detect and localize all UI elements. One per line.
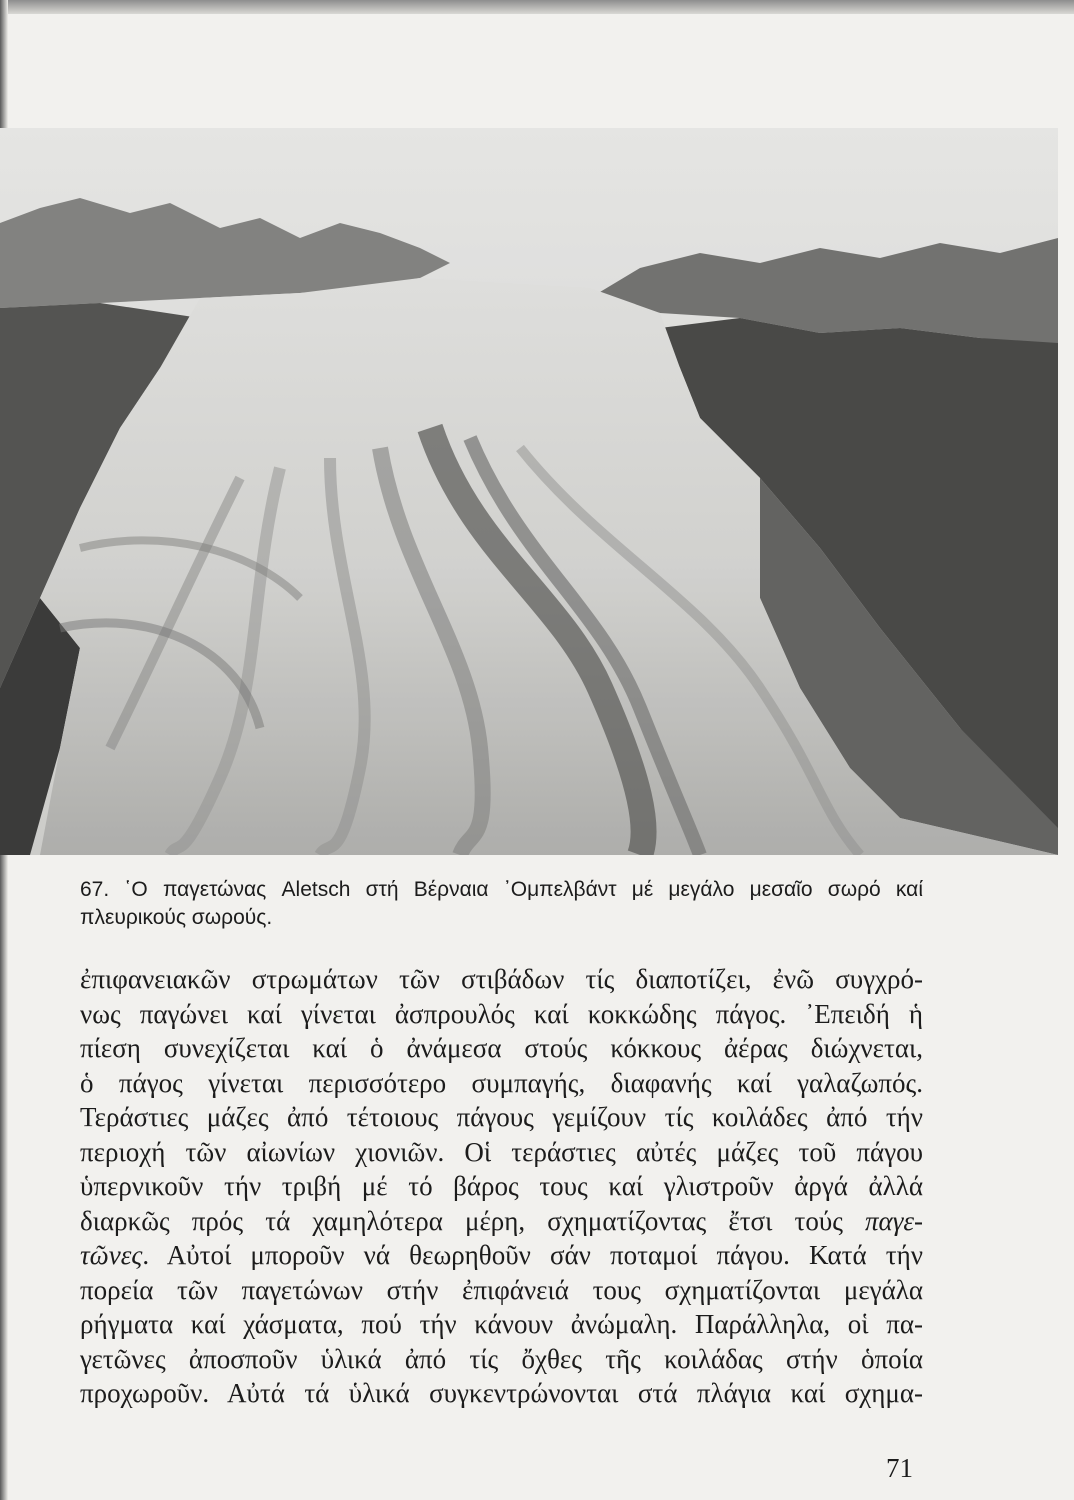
text-line: πορεία τῶν παγετώνων στήν ἐπιφάνειά τους σχηματίζονται μεγάλα [80, 1274, 923, 1305]
text-line: ὑπερνικοῦν τήν τριβή μέ τό βάρος τους καί γλιστροῦν ἀργά ἀλλά [80, 1171, 923, 1201]
text-line: περιοχή τῶν αἰωνίων χιονιῶν. Οἱ τεράστιες αὐτές μάζες τοῦ πάγου [80, 1136, 923, 1167]
text-line: ὁ πάγος γίνεται περισσότερο συμπαγής, διαφανής καί γαλαζωπός. [80, 1067, 923, 1098]
scan-top-edge [0, 0, 1074, 14]
text-line: τῶνες. Αὐτοί μποροῦν νά θεωρηθοῦν σάν ποταμοί πάγου. Κατά τήν [80, 1240, 923, 1270]
glacier-photo [0, 128, 1058, 855]
glacier-photo-icon [0, 128, 1058, 855]
text-line: πίεση συνεχίζεται καί ὁ ἀνάμεσα στούς κόκκους ἀέρας διώχνεται, [80, 1033, 923, 1063]
italic-word: παγε- [865, 1205, 923, 1236]
body-paragraph [80, 962, 923, 1411]
text-line-part: διαρκῶς πρός τά χαμηλότερα μέρη, σχηματίζοντας ἔτσι τούς [80, 1205, 843, 1236]
figure-caption: 67. ῾Ο παγετώνας Aletsch στή Βέρναια ᾽Ομπελβάντ μέ μεγάλο μεσαῖο σωρό καί πλευρικούς σωρούς. [80, 878, 923, 929]
text-line-with-italic [80, 1204, 923, 1239]
text-line: προχωροῦν. Αὐτά τά ὑλικά συγκεντρώνονται στά πλάγια καί σχημα- [80, 1378, 923, 1408]
text-line: ἐπιφανειακῶν στρωμάτων τῶν στιβάδων τίς διαποτίζει, ἐνῶ συγχρό- [80, 964, 923, 994]
page-number: 71 [886, 1453, 913, 1483]
text-line: νως παγώνει καί γίνεται ἀσπρουλός καί κοκκώδης πάγος. ᾽Επειδή ἡ [80, 998, 923, 1029]
italic-word: τῶνες [80, 1240, 143, 1270]
text-line: Τεράστιες μάζες ἀπό τέτοιους πάγους γεμίζουν τίς κοιλάδες ἀπό τήν [80, 1102, 923, 1132]
text-line: ρήγματα καί χάσματα, πού τήν κάνουν ἀνώμαλη. Παράλληλα, οἱ πα- [80, 1309, 923, 1339]
text-line: γετῶνες ἀποσποῦν ὑλικά ἀπό τίς ὄχθες τῆς κοιλάδας στήν ὁποία [80, 1343, 923, 1374]
